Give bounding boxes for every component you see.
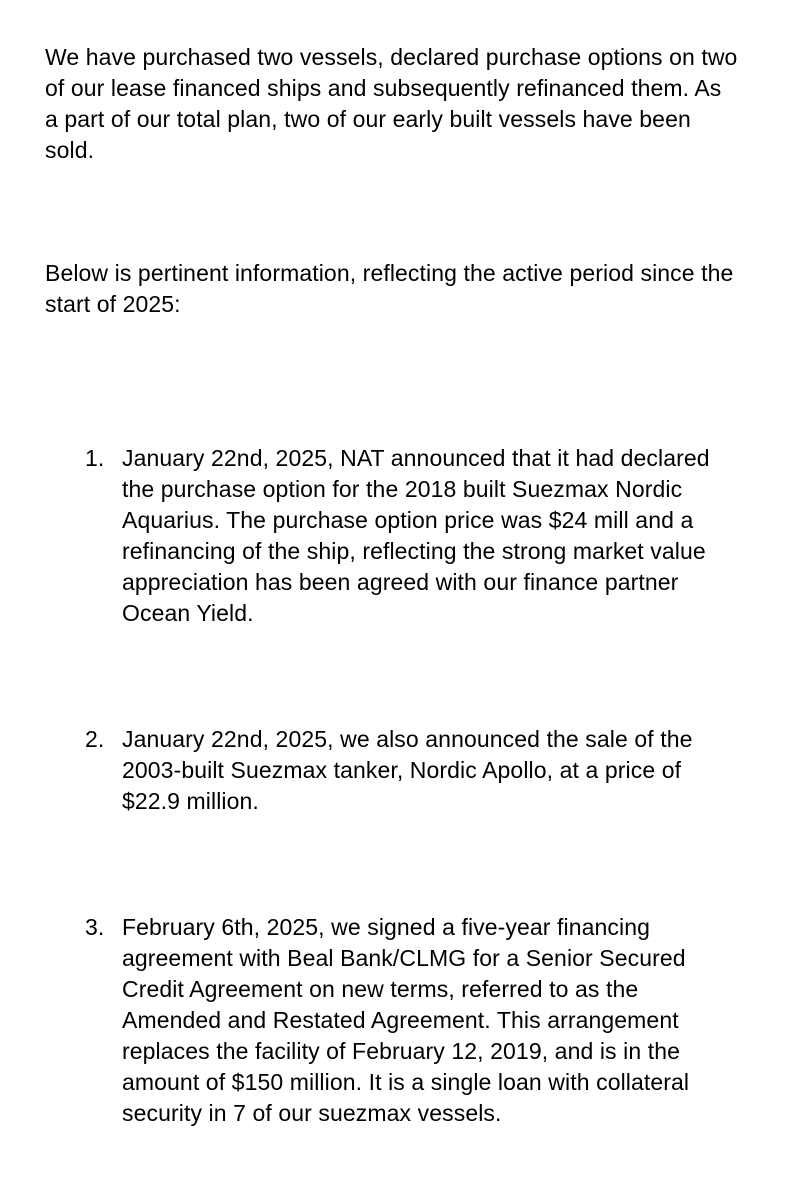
list-item-2 xyxy=(85,724,757,817)
list-item-1-text: January 22nd, 2025, NAT announced that it had declared the purchase option for the 2018 built Suezmax Nordic Aquarius. The purchase option price was $24 mill and a refinancing of the ship, reflecting the strong market value appreciation has been agreed with our finance partner Ocean Yield. xyxy=(122,445,710,626)
paragraph-lead-in: Below is pertinent information, reflecting the active period since the start of 2025: xyxy=(45,260,734,317)
numbered-list xyxy=(85,443,757,1129)
list-item-1 xyxy=(85,443,757,629)
paragraph-intro: We have purchased two vessels, declared purchase options on two of our lease financed ships and subsequently refinanced them. As a part of our total plan, two of our early built vessels have been sold. xyxy=(45,44,738,163)
list-item-1-number: 1. xyxy=(85,445,105,471)
list-item-3 xyxy=(85,912,757,1129)
list-item-3-number: 3. xyxy=(85,914,105,940)
list-item-3-text: February 6th, 2025, we signed a five-year financing agreement with Beal Bank/CLMG for a Senior Secured Credit Agreement on new terms, referred to as the Amended and Restated Agreement. This arrangement replaces the facility of February 12, 2019, and is in the amount of $150 million. It is a single loan with collateral security in 7 of our suezmax vessels. xyxy=(122,914,690,1126)
list-item-2-text: January 22nd, 2025, we also announced the sale of the 2003-built Suezmax tanker, Nordic Apollo, at a price of $22.9 million. xyxy=(122,726,693,814)
list-item-2-number: 2. xyxy=(85,726,105,752)
